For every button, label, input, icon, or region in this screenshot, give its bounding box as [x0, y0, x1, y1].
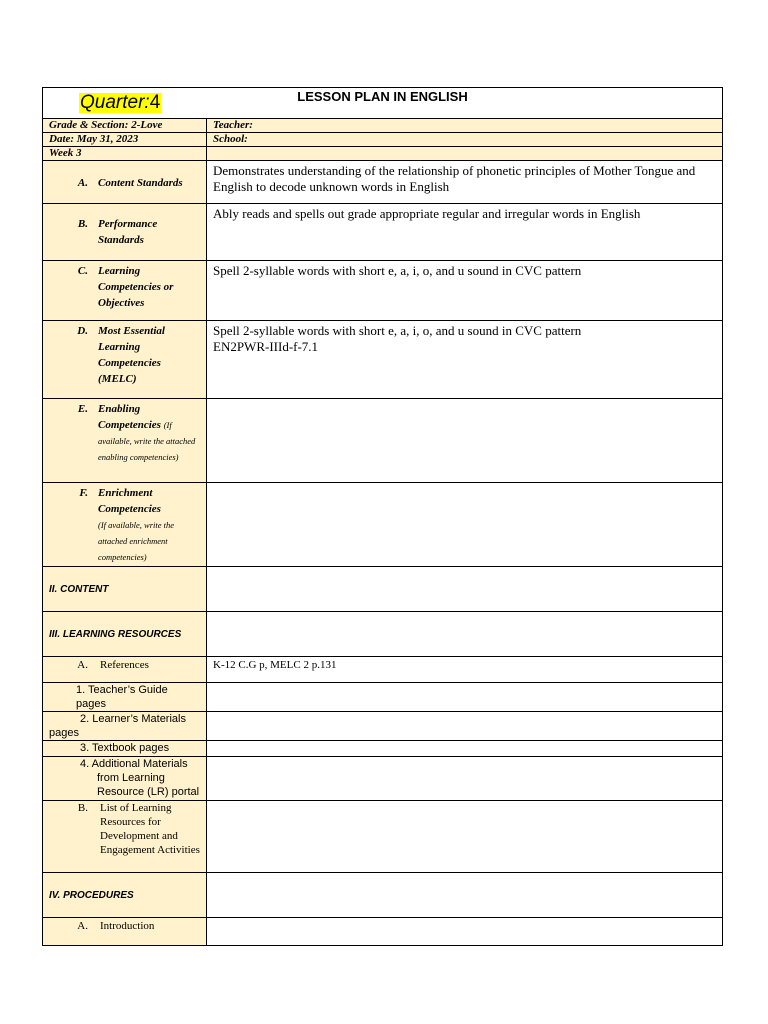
performance-standards-label: Performance Standards [98, 218, 158, 246]
enabling-competencies-row: E. Enabling Competencies (If available, write the attached enabling competencies) [43, 399, 723, 483]
content-row [43, 567, 723, 612]
teachers-guide-label: 1. Teacher’s Guide pages [43, 683, 207, 712]
learning-competencies-row: C. Learning Competencies or Objectives Spell 2-syllable words with short e, a, i, o, and u sound in CVC pattern [43, 261, 723, 321]
grade-section: Grade & Section: 2-Love [43, 119, 207, 133]
enrichment-competencies-row: F. Enrichment Competencies (If available, write the attached enrichment competencies) [43, 483, 723, 567]
school-field: School: [207, 133, 723, 147]
learning-competencies-label: Learning Competencies or Objectives [98, 265, 174, 309]
learning-resources-label: III. LEARNING RESOURCES [43, 612, 207, 657]
introduction-label: Introduction [100, 920, 155, 932]
grade-row [43, 119, 723, 133]
date-row [43, 133, 723, 147]
performance-standards-value: Ably reads and spells out grade appropriate regular and irregular words in English [207, 204, 723, 261]
learners-materials-label: 2. Learner’s Materials [80, 713, 186, 725]
procedures-label: IV. PROCEDURES [43, 873, 207, 918]
enrichment-competencies-note: (If available, write the attached enrichment competencies) [98, 520, 175, 562]
week-row [43, 147, 723, 161]
date-field: Date: May 31, 2023 [43, 133, 207, 147]
references-row: A. References K-12 C.G p, MELC 2 p.131 [43, 657, 723, 683]
melc-row: D. Most Essential Learning Competencies (MELC) Spell 2-syllable words with short e, a, i, o, and u sound in CVC pattern EN2PWR-IIId-f-7.1 [43, 321, 723, 399]
melc-value: Spell 2-syllable words with short e, a, i, o, and u sound in CVC pattern [213, 323, 582, 338]
references-value: K-12 C.G p, MELC 2 p.131 [207, 657, 723, 683]
content-standards-label: Content Standards [98, 177, 183, 189]
page-title: LESSON PLAN IN ENGLISH [297, 89, 468, 104]
melc-code: EN2PWR-IIId-f-7.1 [213, 339, 319, 354]
learners-materials-row: 2. Learner’s Materials pages [43, 712, 723, 741]
introduction-row: A. Introduction [43, 918, 723, 946]
enrichment-competencies-label: Enrichment Competencies [98, 487, 161, 515]
enrichment-competencies-value [207, 483, 723, 567]
content-standards-row: A. Content Standards Demonstrates understanding of the relationship of phonetic principles of Mother Tongue and English to decode unknown words in English [43, 161, 723, 204]
textbook-row [43, 741, 723, 757]
content-standards-value: Demonstrates understanding of the relationship of phonetic principles of Mother Tongue and English to decode unknown words in English [207, 161, 723, 204]
week-field: Week 3 [43, 147, 207, 161]
enabling-competencies-value [207, 399, 723, 483]
performance-standards-row: B. Performance Standards Ably reads and spells out grade appropriate regular and irregular words in English [43, 204, 723, 261]
enabling-competencies-note: available, write the attached enabling competencies) [98, 436, 196, 462]
teacher-field: Teacher: [207, 119, 723, 133]
learning-competencies-value: Spell 2-syllable words with short e, a, i, o, and u sound in CVC pattern [207, 261, 723, 321]
additional-materials-label: 4. Additional Materials [80, 758, 188, 770]
learning-resources-row [43, 612, 723, 657]
list-of-resources-row: B. List of Learning Resources for Development and Engagement Activities [43, 801, 723, 873]
quarter-label: Quarter:4 [80, 92, 161, 113]
teachers-guide-row [43, 683, 723, 712]
textbook-label: 3. Textbook pages [43, 741, 207, 757]
header-row [43, 88, 723, 119]
content-section-label: II. CONTENT [43, 567, 207, 612]
list-of-resources-label: List of Learning Resources for Development and Engagement Activities [100, 802, 200, 856]
lesson-plan-page [42, 87, 723, 946]
melc-label: Most Essential Learning Competencies (MELC) [98, 325, 165, 385]
quarter-number: 4 [149, 92, 161, 113]
additional-materials-row: 4. Additional Materials from Learning Resource (LR) portal [43, 757, 723, 801]
enabling-competencies-label: Enabling Competencies [98, 403, 161, 431]
references-label: References [100, 659, 149, 671]
lesson-plan-table [42, 87, 723, 946]
procedures-row [43, 873, 723, 918]
